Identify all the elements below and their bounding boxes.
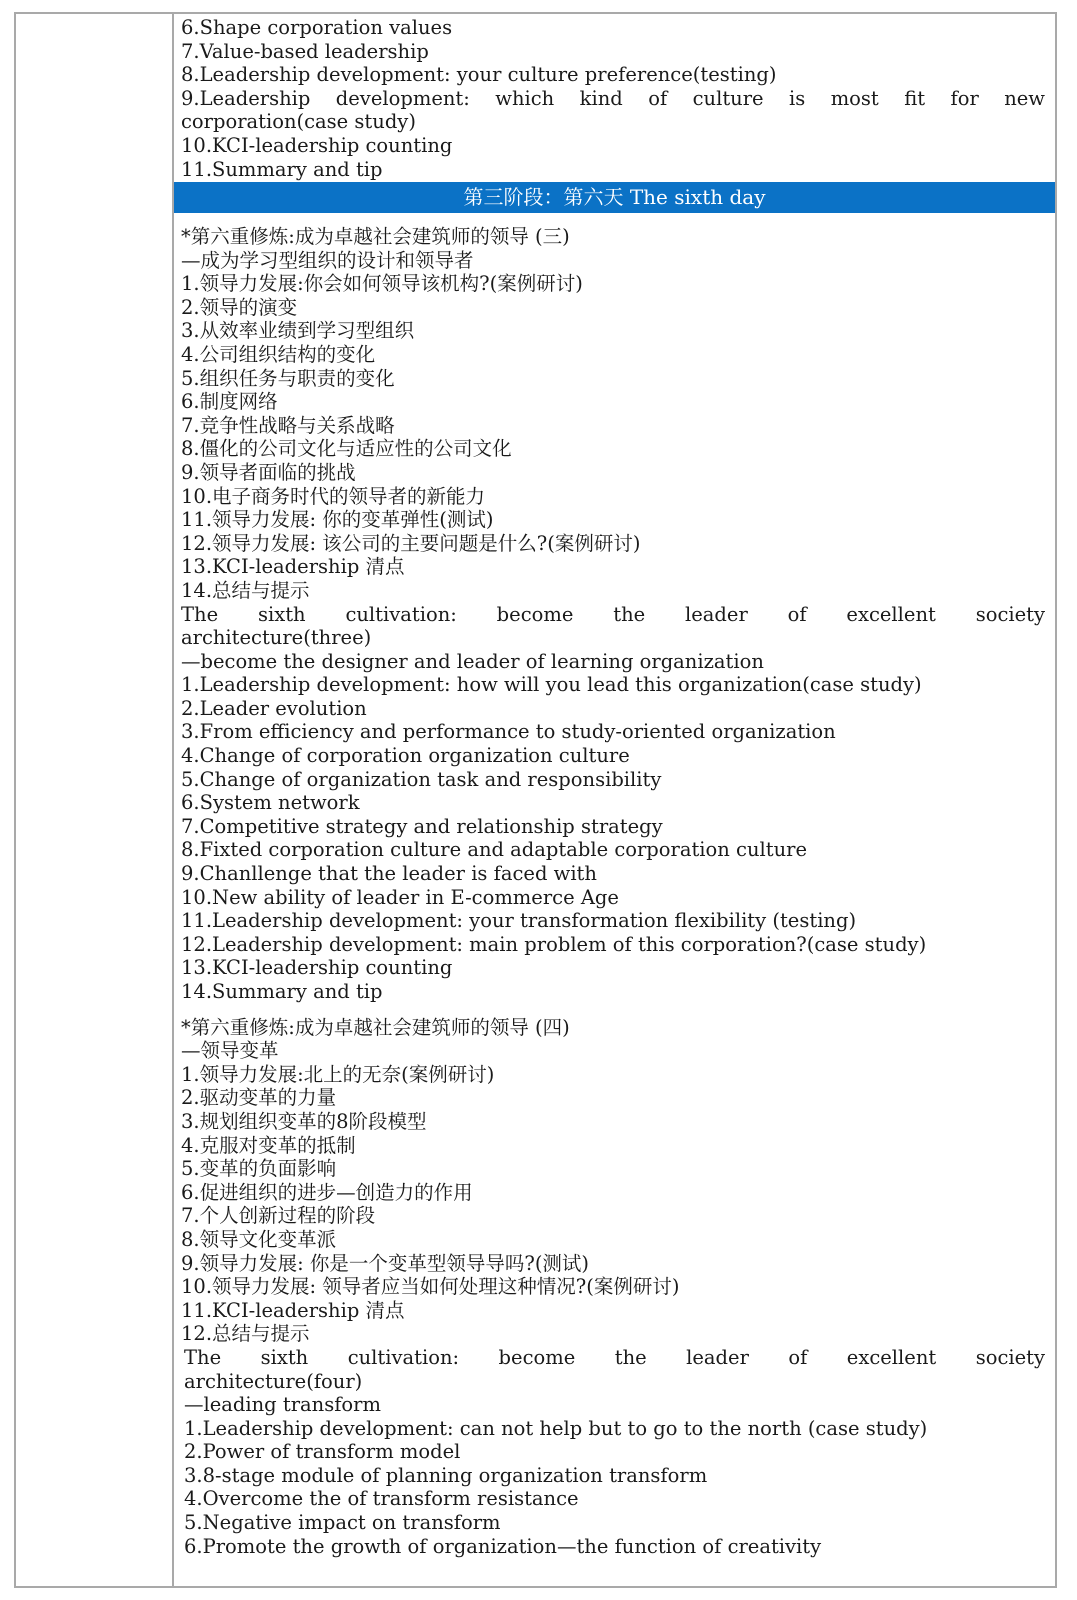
list-item: 5.Negative impact on transform [184,1511,501,1535]
left-empty-column [16,14,174,1586]
section-heading: *第六重修炼:成为卓越社会建筑师的领导 (三) [181,225,570,248]
document-table [14,12,1057,1588]
section-subheading: —leading transform [184,1393,381,1417]
list-item: corporation(case study) [181,110,416,134]
list-item: 4.克服对变革的抵制 [181,1133,356,1157]
list-item: 10.New ability of leader in E-commerce Age [181,885,619,909]
list-item: 8.Leadership development: your culture preference(testing) [181,63,777,87]
list-item: 4.公司组织结构的变化 [181,342,376,366]
list-item: 4.Change of corporation organization culture [181,744,630,768]
list-item: 5.Change of organization task and responsibility [181,767,662,791]
section-subheading: —成为学习型组织的设计和领导者 [181,248,474,272]
section-four-chinese [181,1016,1045,1346]
list-item: 12.领导力发展: 该公司的主要问题是什么?(案例研讨) [181,531,641,555]
list-item: 7.竞争性战略与关系战略 [181,413,395,437]
list-item: 1.领导力发展:北上的无奈(案例研讨) [181,1062,495,1086]
list-item: 3.从效率业绩到学习型组织 [181,319,415,343]
section-four-english [181,1346,1045,1558]
section-heading: The sixth cultivation: become the leader of excellent society [181,602,1045,626]
list-item: 8.Fixted corporation culture and adaptable corporation culture [181,838,808,862]
section-subheading: —become the designer and leader of learning organization [181,649,764,673]
list-item: 13.KCI-leadership counting [181,956,453,980]
list-item: 6.促进组织的进步—创造力的作用 [181,1180,473,1204]
list-item: 9.Chanllenge that the leader is faced with [181,862,597,886]
list-item: 1.Leadership development: how will you lead this organization(case study) [181,673,922,697]
list-item: 10.领导力发展: 领导者应当如何处理这种情况?(案例研讨) [181,1275,680,1299]
list-item: 3.规划组织变革的8阶段模型 [181,1109,427,1133]
section-heading-continued: architecture(three) [181,626,372,650]
list-item: 2.Leader evolution [181,696,367,720]
day-six-content-cell [174,213,1055,1558]
stage-banner: 第三阶段：第六天 The sixth day [174,182,1055,213]
list-item: 14.Summary and tip [181,980,383,1003]
list-item: 9.Leadership development: which kind of culture is most fit for new [181,86,1045,110]
list-item: 2.Power of transform model [184,1440,461,1464]
section-heading-continued: architecture(four) [184,1369,363,1393]
section-three-english [181,603,1045,1004]
list-item: 11.领导力发展: 你的变革弹性(测试) [181,508,494,532]
list-item: 5.变革的负面影响 [181,1157,337,1181]
section-spacer [181,1004,1045,1016]
content-column [174,14,1055,1586]
list-item: 6.System network [181,791,360,815]
list-item: 7.Competitive strategy and relationship strategy [181,814,663,838]
list-item: 3.From efficiency and performance to study-oriented organization [181,720,836,744]
list-item: 2.领导的演变 [181,295,298,319]
list-item: 8.僵化的公司文化与适应性的公司文化 [181,437,512,461]
list-item: 10.KCI-leadership counting [181,133,453,157]
list-item: 12.总结与提示 [181,1322,310,1346]
list-item: 6.Promote the growth of organization—the function of creativity [184,1534,822,1558]
list-item: 3.8-stage module of planning organization transform [184,1463,708,1487]
section-three-chinese [181,225,1045,603]
list-item: 11.Leadership development: your transformation flexibility (testing) [181,909,857,933]
list-item: 1.Leadership development: can not help but to go to the north (case study) [184,1416,928,1440]
section-heading: *第六重修炼:成为卓越社会建筑师的领导 (四) [181,1015,570,1039]
list-item: 6.Shape corporation values [181,16,453,39]
list-item: 13.KCI-leadership 清点 [181,555,405,579]
list-item: 7.个人创新过程的阶段 [181,1204,376,1228]
list-item: 4.Overcome the of transform resistance [184,1487,579,1511]
list-item: 1.领导力发展:你会如何领导该机构?(案例研讨) [181,272,583,296]
list-item: 6.制度网络 [181,390,278,414]
list-item: 5.组织任务与职责的变化 [181,366,395,390]
list-item: 2.驱动变革的力量 [181,1086,337,1110]
section-subheading: —领导变革 [181,1039,279,1063]
day-five-tail-cell [174,14,1055,182]
list-item: 11.Summary and tip [181,157,383,181]
list-item: 14.总结与提示 [181,578,310,602]
list-item: 10.电子商务时代的领导者的新能力 [181,484,486,508]
list-item: 8.领导文化变革派 [181,1227,337,1251]
list-item: 7.Value-based leadership [181,39,429,63]
list-item: 11.KCI-leadership 清点 [181,1298,405,1322]
section-heading: The sixth cultivation: become the leader of excellent society [184,1345,1045,1369]
list-item: 12.Leadership development: main problem of this corporation?(case study) [181,932,927,956]
list-item: 9.领导力发展: 你是一个变革型领导导吗?(测试) [181,1251,590,1275]
list-item: 9.领导者面临的挑战 [181,460,356,484]
